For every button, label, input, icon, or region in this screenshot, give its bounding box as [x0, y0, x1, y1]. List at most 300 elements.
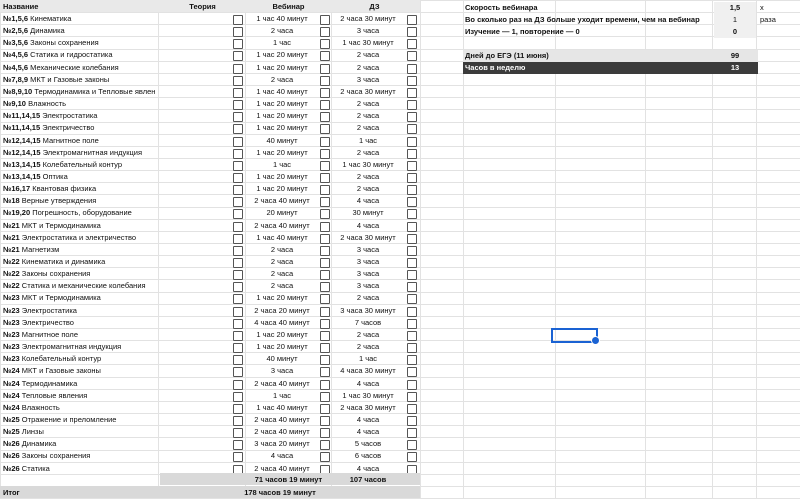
- topic-number: №23: [3, 329, 20, 339]
- topic-title: Динамика: [30, 26, 65, 36]
- hw-time: 1 час: [358, 354, 378, 364]
- topic-title: Отражение и преломление: [21, 414, 117, 424]
- topic-number: №1,5,6: [3, 14, 29, 23]
- hw-checkbox[interactable]: [407, 161, 417, 171]
- hw-checkbox[interactable]: [407, 15, 417, 25]
- hw-checkbox[interactable]: [407, 234, 417, 244]
- webinar-checkbox[interactable]: [320, 64, 330, 74]
- hw-time: 1 час: [358, 135, 378, 145]
- hours-label: Часов в неделю: [465, 63, 526, 72]
- hw-checkbox[interactable]: [407, 440, 417, 450]
- topic-number: №22: [3, 281, 20, 291]
- topic-number: №26: [3, 451, 20, 461]
- hw-checkbox[interactable]: [407, 137, 417, 147]
- webinar-checkbox[interactable]: [320, 355, 330, 365]
- theory-checkbox[interactable]: [233, 15, 243, 25]
- topic-title: Магнитное поле: [42, 135, 99, 145]
- theory-checkbox[interactable]: [233, 88, 243, 98]
- webinar-checkbox[interactable]: [320, 428, 330, 438]
- hw-checkbox[interactable]: [407, 319, 417, 329]
- hw-checkbox[interactable]: [407, 343, 417, 353]
- hw-time: 2 часа: [356, 147, 380, 157]
- topic-name-cell: [3, 390, 158, 402]
- topic-name-cell: [3, 244, 158, 256]
- theory-checkbox[interactable]: [233, 137, 243, 147]
- hw-time: 4 часа: [356, 427, 380, 437]
- hw-checkbox[interactable]: [407, 149, 417, 159]
- topic-name-cell: [3, 463, 158, 475]
- theory-checkbox[interactable]: [233, 392, 243, 402]
- topic-number: №24: [3, 366, 20, 376]
- topic-number: №21: [3, 232, 20, 242]
- topic-name-cell: [3, 438, 158, 450]
- total-hw: 107 часов: [349, 475, 387, 484]
- hw-checkbox[interactable]: [407, 331, 417, 341]
- webinar-time: 2 часа: [270, 244, 294, 254]
- gridline-vertical: [158, 0, 159, 499]
- topic-number: №11,14,15: [3, 111, 41, 121]
- topic-number: №4,5,6: [3, 50, 29, 60]
- webinar-time: 2 часа: [270, 26, 294, 36]
- hw-time: 4 часа: [356, 220, 380, 230]
- webinar-time: 2 часа 40 минут: [254, 414, 310, 424]
- topic-title: Линзы: [21, 427, 44, 437]
- webinar-time: 1 час 40 минут: [256, 232, 308, 242]
- webinar-time: 1 час 20 минут: [256, 62, 308, 72]
- topic-name-cell: [3, 135, 158, 147]
- webinar-checkbox[interactable]: [320, 367, 330, 377]
- webinar-checkbox[interactable]: [320, 294, 330, 304]
- topic-title: Термодинамика и Тепловые явлен: [34, 86, 156, 96]
- webinar-checkbox[interactable]: [320, 100, 330, 110]
- theory-checkbox[interactable]: [233, 270, 243, 280]
- webinar-checkbox[interactable]: [320, 222, 330, 232]
- hw-checkbox[interactable]: [407, 76, 417, 86]
- header-theory: Теория: [189, 2, 216, 11]
- hw-checkbox[interactable]: [407, 258, 417, 268]
- topic-name-cell: [3, 365, 158, 377]
- hw-checkbox[interactable]: [407, 185, 417, 195]
- topic-name-cell: [3, 98, 158, 110]
- topic-number: №19,20: [3, 208, 31, 218]
- hw-time: 7 часов: [354, 317, 382, 327]
- theory-checkbox[interactable]: [233, 64, 243, 74]
- hw-checkbox[interactable]: [407, 100, 417, 110]
- topic-title: Верные утверждения: [21, 196, 97, 206]
- gridline-vertical: [712, 0, 713, 499]
- theory-checkbox[interactable]: [233, 331, 243, 341]
- webinar-checkbox[interactable]: [320, 15, 330, 25]
- webinar-checkbox[interactable]: [320, 185, 330, 195]
- hw-time: 3 часа: [356, 257, 380, 266]
- hw-checkbox[interactable]: [407, 416, 417, 426]
- webinar-time: 1 час: [272, 159, 292, 169]
- speed-label: Скорость вебинара: [465, 3, 538, 12]
- webinar-checkbox[interactable]: [320, 161, 330, 171]
- topic-number: №23: [3, 293, 20, 303]
- webinar-checkbox[interactable]: [320, 392, 330, 402]
- webinar-checkbox[interactable]: [320, 149, 330, 159]
- hw-checkbox[interactable]: [407, 112, 417, 122]
- topic-title: Термодинамика: [21, 378, 78, 388]
- topic-title: Погрешность, оборудование: [32, 208, 132, 218]
- hours-value[interactable]: 13: [730, 63, 740, 72]
- topic-title: Электромагнитная индукция: [21, 342, 122, 352]
- topic-title: Статика: [21, 463, 50, 473]
- hw-time: 1 час 30 минут: [342, 38, 394, 48]
- topic-number: №16,17: [3, 184, 31, 194]
- topic-title: Влажность: [28, 99, 67, 109]
- topic-title: Кинематика и динамика: [21, 257, 106, 266]
- theory-checkbox[interactable]: [233, 307, 243, 317]
- topic-name-cell: [3, 25, 158, 37]
- topic-number: №25: [3, 414, 20, 424]
- topic-number: №24: [3, 402, 20, 412]
- theory-checkbox[interactable]: [233, 355, 243, 365]
- hw-time: 3 часа 30 минут: [340, 305, 396, 315]
- theory-checkbox[interactable]: [233, 100, 243, 110]
- webinar-time: 3 часа 20 минут: [254, 439, 310, 449]
- topic-number: №26: [3, 439, 20, 449]
- hw-time: 3 часа: [356, 269, 380, 279]
- topic-number: №3,5,6: [3, 38, 29, 48]
- gridline-vertical: [0, 0, 1, 499]
- topic-title: Механические колебания: [30, 62, 119, 72]
- hw-time: 3 часа: [356, 281, 380, 291]
- topic-number: №2,5,6: [3, 26, 29, 36]
- hw-checkbox[interactable]: [407, 64, 417, 74]
- webinar-time: 1 час 20 минут: [256, 171, 308, 181]
- hw-checkbox[interactable]: [407, 294, 417, 304]
- hw-checkbox[interactable]: [407, 51, 417, 61]
- webinar-time: 1 час 20 минут: [256, 123, 308, 133]
- webinar-checkbox[interactable]: [320, 246, 330, 256]
- webinar-time: 1 час 20 минут: [256, 147, 308, 157]
- days-value: 99: [730, 51, 740, 60]
- theory-checkbox[interactable]: [233, 222, 243, 232]
- webinar-checkbox[interactable]: [320, 76, 330, 86]
- topic-name-cell: [3, 268, 158, 280]
- theory-checkbox[interactable]: [233, 440, 243, 450]
- hw-time: 2 часа: [356, 123, 380, 133]
- header-webinar: Вебинар: [272, 2, 305, 11]
- webinar-time: 2 часа 20 минут: [254, 305, 310, 315]
- header-name: Название: [3, 2, 39, 11]
- grand-total-value: 178 часов 19 минут: [244, 488, 316, 497]
- topic-title: Оптика: [42, 171, 68, 181]
- hw-time: 2 часа 30 минут: [340, 232, 396, 242]
- topic-name-cell: [3, 207, 158, 219]
- topic-title: Колебательный контур: [21, 354, 102, 364]
- hw-checkbox[interactable]: [407, 380, 417, 390]
- hw-checkbox[interactable]: [407, 27, 417, 37]
- webinar-checkbox[interactable]: [320, 124, 330, 134]
- topic-name-cell: [3, 220, 158, 232]
- topic-number: №22: [3, 269, 20, 279]
- grand-total-label: Итог: [3, 488, 20, 497]
- webinar-checkbox[interactable]: [320, 331, 330, 341]
- hw-time: 4 часа: [356, 414, 380, 424]
- theory-checkbox[interactable]: [233, 319, 243, 329]
- hw-time: 2 часа 30 минут: [340, 86, 396, 96]
- theory-checkbox[interactable]: [233, 173, 243, 183]
- hw-checkbox[interactable]: [407, 270, 417, 280]
- hw-checkbox[interactable]: [407, 282, 417, 292]
- hw-time: 3 часа: [356, 244, 380, 254]
- theory-checkbox[interactable]: [233, 428, 243, 438]
- topic-number: №11,14,15: [3, 123, 41, 133]
- topic-name-cell: [3, 378, 158, 390]
- topic-title: Колебательный контур: [42, 159, 123, 169]
- webinar-time: 40 минут: [266, 354, 298, 364]
- webinar-checkbox[interactable]: [320, 27, 330, 37]
- topic-name-cell: [3, 402, 158, 414]
- hw-checkbox[interactable]: [407, 173, 417, 183]
- theory-checkbox[interactable]: [233, 367, 243, 377]
- webinar-time: 2 часа 40 минут: [254, 378, 310, 388]
- theory-checkbox[interactable]: [233, 452, 243, 462]
- hw-time: 2 часа: [356, 99, 380, 109]
- hw-checkbox[interactable]: [407, 88, 417, 98]
- hw-checkbox[interactable]: [407, 367, 417, 377]
- hw-time: 4 часа: [356, 463, 380, 473]
- topic-number: №23: [3, 305, 20, 315]
- webinar-time: 1 час 20 минут: [256, 50, 308, 60]
- topic-name-cell: [3, 353, 158, 365]
- webinar-time: 1 час 20 минут: [256, 111, 308, 121]
- topic-name-cell: [3, 13, 158, 25]
- theory-checkbox[interactable]: [233, 282, 243, 292]
- webinar-checkbox[interactable]: [320, 270, 330, 280]
- topic-title: Законы сохранения: [30, 38, 99, 48]
- theory-checkbox[interactable]: [233, 51, 243, 61]
- hw-checkbox[interactable]: [407, 307, 417, 317]
- topic-title: МКТ и Термодинамика: [21, 293, 101, 303]
- webinar-checkbox[interactable]: [320, 416, 330, 426]
- theory-checkbox[interactable]: [233, 234, 243, 244]
- topic-name-cell: [3, 292, 158, 304]
- webinar-checkbox[interactable]: [320, 440, 330, 450]
- hw-time: 3 часа: [356, 74, 380, 84]
- topic-name-cell: [3, 37, 158, 49]
- webinar-checkbox[interactable]: [320, 343, 330, 353]
- theory-checkbox[interactable]: [233, 416, 243, 426]
- webinar-checkbox[interactable]: [320, 404, 330, 414]
- webinar-checkbox[interactable]: [320, 173, 330, 183]
- days-label: Дней до ЕГЭ (11 июня): [465, 51, 549, 60]
- topic-title: Электричество: [42, 123, 95, 133]
- hw-time: 1 час 30 минут: [342, 159, 394, 169]
- topic-title: Статика и гидростатика: [30, 50, 113, 60]
- gridline-vertical: [645, 0, 646, 499]
- webinar-checkbox[interactable]: [320, 209, 330, 219]
- webinar-time: 1 час 20 минут: [256, 342, 308, 352]
- topic-number: №13,14,15: [3, 159, 41, 169]
- topic-name-cell: [3, 110, 158, 122]
- topic-number: №8,9,10: [3, 86, 33, 96]
- speed-value[interactable]: 1,5: [714, 2, 756, 14]
- hw-checkbox[interactable]: [407, 222, 417, 232]
- topic-name-cell: [3, 450, 158, 462]
- webinar-time: 20 минут: [266, 208, 298, 218]
- topic-title: Законы сохранения: [21, 451, 91, 461]
- theory-checkbox[interactable]: [233, 246, 243, 256]
- topic-title: Электростатика и электричество: [21, 232, 137, 242]
- theory-checkbox[interactable]: [233, 149, 243, 159]
- topic-number: №23: [3, 354, 20, 364]
- theory-checkbox[interactable]: [233, 185, 243, 195]
- topic-title: МКТ и Газовые законы: [21, 366, 101, 376]
- webinar-checkbox[interactable]: [320, 197, 330, 207]
- webinar-checkbox[interactable]: [320, 88, 330, 98]
- webinar-time: 1 час 40 минут: [256, 86, 308, 96]
- topic-title: Квантовая физика: [32, 184, 97, 194]
- topic-number: №24: [3, 390, 20, 400]
- webinar-time: 40 минут: [266, 135, 298, 145]
- theory-checkbox[interactable]: [233, 27, 243, 37]
- topic-title: Законы сохранения: [21, 269, 91, 279]
- theory-checkbox[interactable]: [233, 294, 243, 304]
- hw-checkbox[interactable]: [407, 246, 417, 256]
- topic-title: Влажность: [21, 402, 60, 412]
- topic-title: Динамика: [21, 439, 57, 449]
- topic-title: Магнетизм: [21, 244, 60, 254]
- webinar-time: 1 час 20 минут: [256, 184, 308, 194]
- webinar-time: 4 часа: [270, 451, 294, 461]
- topic-number: №13,14,15: [3, 171, 41, 181]
- webinar-checkbox[interactable]: [320, 39, 330, 49]
- theory-checkbox[interactable]: [233, 161, 243, 171]
- header-hw: ДЗ: [369, 2, 380, 11]
- mode-label: Изучение — 1, повторение — 0: [465, 27, 580, 36]
- gridline-vertical: [420, 0, 421, 499]
- theory-checkbox[interactable]: [233, 380, 243, 390]
- webinar-checkbox[interactable]: [320, 452, 330, 462]
- hw-time: 2 часа 30 минут: [340, 402, 396, 412]
- webinar-time: 1 час 20 минут: [256, 99, 308, 109]
- fill-handle[interactable]: [591, 336, 600, 345]
- webinar-checkbox[interactable]: [320, 282, 330, 292]
- hw-time: 2 часа: [356, 171, 380, 181]
- hw-time: 1 час 30 минут: [342, 390, 394, 400]
- topic-title: Электричество: [21, 317, 74, 327]
- webinar-checkbox[interactable]: [320, 258, 330, 268]
- hw-checkbox[interactable]: [407, 392, 417, 402]
- webinar-time: 2 часа: [270, 281, 294, 291]
- hw-checkbox[interactable]: [407, 209, 417, 219]
- gridline-vertical: [756, 0, 757, 499]
- ratio-unit: раза: [760, 15, 776, 24]
- theory-checkbox[interactable]: [233, 197, 243, 207]
- topic-name-cell: [3, 62, 158, 74]
- total-webinar: 71 часов 19 минут: [254, 475, 323, 484]
- webinar-time: 2 часа: [270, 257, 294, 266]
- hw-time: 2 часа: [356, 329, 380, 339]
- hw-checkbox[interactable]: [407, 124, 417, 134]
- ratio-label: Во сколько раз на ДЗ больше уходит времени, чем на вебинар: [465, 15, 700, 24]
- topic-title: Электростатика: [42, 111, 98, 121]
- topic-title: МКТ и Термодинамика: [21, 220, 101, 230]
- webinar-checkbox[interactable]: [320, 112, 330, 122]
- mode-value[interactable]: 0: [714, 26, 756, 38]
- webinar-checkbox[interactable]: [320, 319, 330, 329]
- webinar-time: 1 час: [272, 390, 292, 400]
- topic-number: №18: [3, 196, 20, 206]
- theory-checkbox[interactable]: [233, 258, 243, 268]
- webinar-checkbox[interactable]: [320, 307, 330, 317]
- topic-number: №21: [3, 220, 20, 230]
- hw-time: 4 часа: [356, 378, 380, 388]
- topic-name-cell: [3, 305, 158, 317]
- topic-name-cell: [3, 317, 158, 329]
- topic-name-cell: [3, 171, 158, 183]
- hw-checkbox[interactable]: [407, 39, 417, 49]
- hw-checkbox[interactable]: [407, 404, 417, 414]
- hw-checkbox[interactable]: [407, 355, 417, 365]
- topic-name-cell: [3, 341, 158, 353]
- topic-name-cell: [3, 74, 158, 86]
- topic-name-cell: [3, 49, 158, 61]
- topic-number: №26: [3, 463, 20, 473]
- theory-checkbox[interactable]: [233, 404, 243, 414]
- topic-number: №12,14,15: [3, 147, 41, 157]
- theory-checkbox[interactable]: [233, 209, 243, 219]
- topic-name-cell: [3, 426, 158, 438]
- topic-name-cell: [3, 183, 158, 195]
- topic-title: Электромагнитная индукция: [42, 147, 143, 157]
- webinar-time: 2 часа 40 минут: [254, 427, 310, 437]
- webinar-time: 2 часа 40 минут: [254, 220, 310, 230]
- speed-unit: x: [760, 3, 764, 12]
- theory-checkbox[interactable]: [233, 76, 243, 86]
- theory-checkbox[interactable]: [233, 112, 243, 122]
- topic-number: №23: [3, 342, 20, 352]
- hw-time: 2 часа 30 минут: [340, 14, 396, 23]
- topic-number: №9,10: [3, 99, 26, 109]
- webinar-checkbox[interactable]: [320, 137, 330, 147]
- topic-title: Электростатика: [21, 305, 77, 315]
- webinar-checkbox[interactable]: [320, 380, 330, 390]
- topic-name-cell: [3, 256, 158, 268]
- hw-checkbox[interactable]: [407, 428, 417, 438]
- hw-time: 3 часа: [356, 26, 380, 36]
- hw-time: 2 часа: [356, 50, 380, 60]
- theory-checkbox[interactable]: [233, 343, 243, 353]
- webinar-time: 1 час: [272, 38, 292, 48]
- webinar-time: 2 часа: [270, 74, 294, 84]
- topic-name-cell: [3, 122, 158, 134]
- topic-number: №24: [3, 378, 20, 388]
- topic-name-cell: [3, 159, 158, 171]
- hw-time: 2 часа: [356, 293, 380, 303]
- hw-checkbox[interactable]: [407, 452, 417, 462]
- webinar-checkbox[interactable]: [320, 51, 330, 61]
- topic-title: МКТ и Газовые законы: [30, 74, 110, 84]
- topic-name-cell: [3, 195, 158, 207]
- topic-number: №12,14,15: [3, 135, 41, 145]
- topic-number: №7,8,9: [3, 74, 29, 84]
- topic-number: №4,5,6: [3, 62, 29, 72]
- hw-checkbox[interactable]: [407, 197, 417, 207]
- webinar-checkbox[interactable]: [320, 234, 330, 244]
- hw-time: 5 часов: [354, 439, 382, 449]
- webinar-time: 2 часа 40 минут: [254, 196, 310, 206]
- webinar-time: 1 час 20 минут: [256, 293, 308, 303]
- ratio-value[interactable]: 1: [714, 14, 756, 26]
- theory-checkbox[interactable]: [233, 39, 243, 49]
- topic-title: Магнитное поле: [21, 329, 78, 339]
- theory-checkbox[interactable]: [233, 124, 243, 134]
